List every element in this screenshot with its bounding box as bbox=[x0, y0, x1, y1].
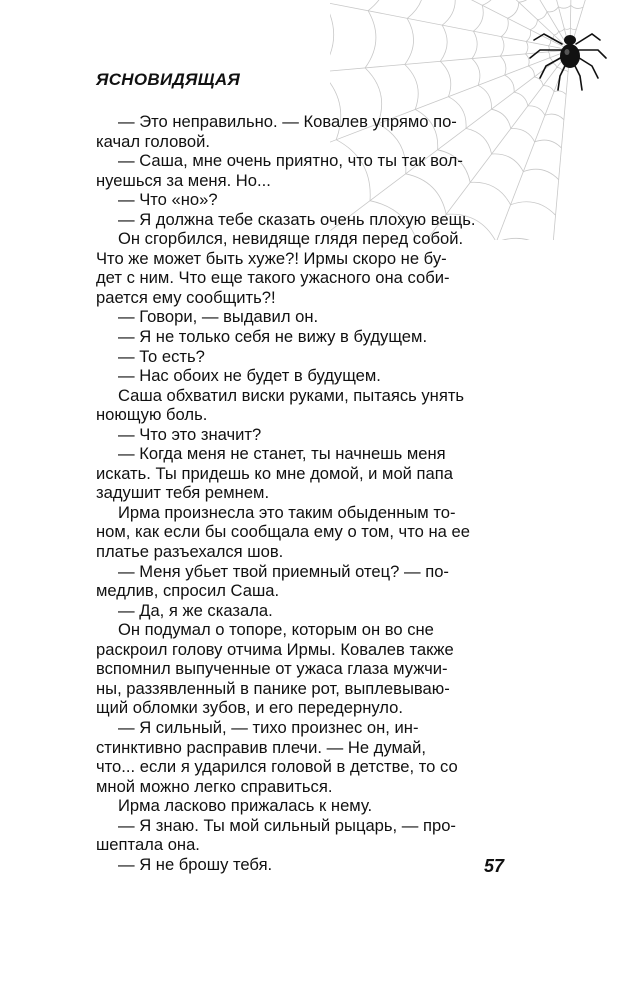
text-line: — Что «но»? bbox=[118, 190, 218, 210]
text-line: платье разъехался шов. bbox=[96, 542, 284, 562]
text-line: нуешься за меня. Но... bbox=[96, 170, 271, 190]
text-line: искать. Ты придешь ко мне домой, и мой папа bbox=[96, 463, 453, 483]
text-line: Ирма произнесла это таким обыденным то- bbox=[118, 502, 456, 522]
text-line: — Я сильный, — тихо произнес он, ин- bbox=[118, 717, 419, 737]
text-line: шептала она. bbox=[96, 835, 200, 855]
text-line: — Когда меня не станет, ты начнешь меня bbox=[118, 444, 446, 464]
text-line: Он подумал о топоре, которым он во сне bbox=[118, 620, 434, 640]
text-line: качал головой. bbox=[96, 131, 211, 151]
text-line: Что же может быть хуже?! Ирмы скоро не бу- bbox=[96, 248, 447, 268]
text-line: вспомнил выпученные от ужаса глаза мужчи- bbox=[96, 659, 448, 679]
text-line: задушит тебя ремнем. bbox=[96, 483, 270, 503]
text-line: Он сгорбился, невидяще глядя перед собой. bbox=[118, 229, 464, 249]
text-line: ноющую боль. bbox=[96, 405, 208, 425]
text-line: — Что это значит? bbox=[118, 424, 262, 444]
text-line: раскроил голову отчима Ирмы. Ковалев также bbox=[96, 639, 454, 659]
text-line: дет с ним. Что еще такого ужасного она соби- bbox=[96, 268, 450, 288]
text-line: стинктивно расправив плечи. — Не думай, bbox=[96, 737, 426, 757]
text-line: — Меня убьет твой приемный отец? — по- bbox=[118, 561, 449, 581]
text-line: Ирма ласково прижалась к нему. bbox=[118, 796, 373, 816]
body-text bbox=[96, 112, 516, 874]
text-line: ны, раззявленный в панике рот, выплевываю- bbox=[96, 678, 450, 698]
text-line: — Говори, — выдавил он. bbox=[118, 307, 319, 327]
text-line: щий обломки зубов, и его передернуло. bbox=[96, 698, 403, 718]
text-line: — Саша, мне очень приятно, что ты так вол- bbox=[118, 151, 463, 171]
text-line: — Я знаю. Ты мой сильный рыцарь, — про- bbox=[118, 815, 456, 835]
text-line: рается ему сообщить?! bbox=[96, 287, 276, 307]
text-line: — Это неправильно. — Ковалев упрямо по- bbox=[118, 112, 457, 131]
running-head: ЯСНОВИДЯЩАЯ bbox=[96, 70, 241, 89]
text-line: — Я должна тебе сказать очень плохую вещь. bbox=[118, 209, 476, 229]
text-line: — Я не только себя не вижу в будущем. bbox=[118, 327, 428, 347]
text-line: — Да, я же сказала. bbox=[118, 600, 273, 620]
text-line: медлив, спросил Саша. bbox=[96, 581, 280, 601]
text-line: ном, как если бы сообщала ему о том, что на ее bbox=[96, 522, 470, 542]
text-line: — Нас обоих не будет в будущем. bbox=[118, 366, 381, 386]
page-number: 57 bbox=[484, 856, 505, 876]
text-line: Саша обхватил виски руками, пытаясь унять bbox=[118, 385, 465, 405]
text-line: — То есть? bbox=[118, 346, 205, 366]
text-line: мной можно легко справиться. bbox=[96, 776, 333, 796]
text-line: — Я не брошу тебя. bbox=[118, 854, 273, 874]
text-line: что... если я ударился головой в детстве, то со bbox=[96, 757, 458, 777]
